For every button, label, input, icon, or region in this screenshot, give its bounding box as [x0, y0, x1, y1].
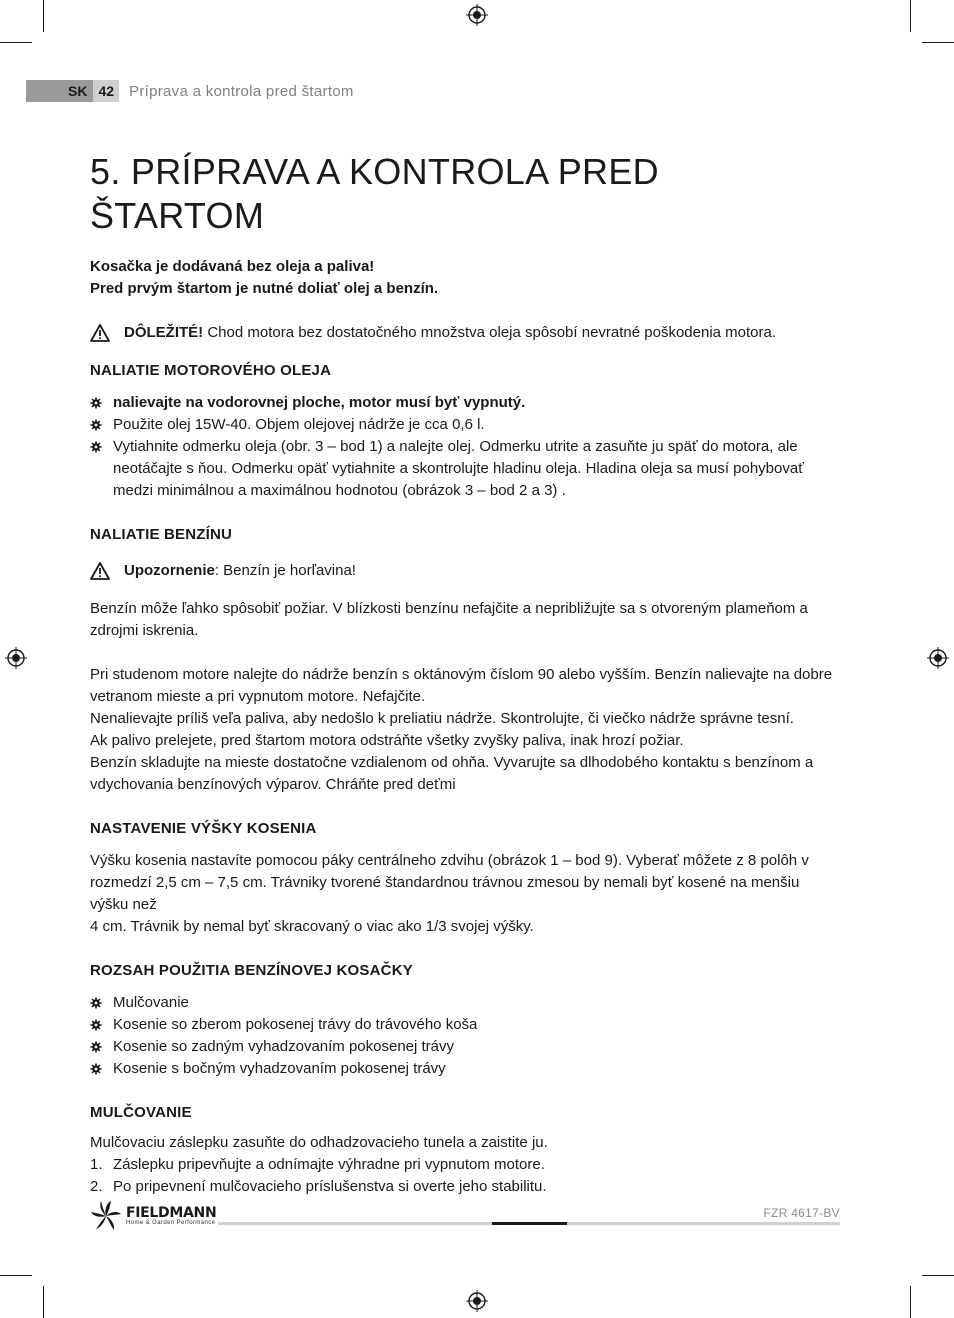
model-number: FZR 4617-BV	[763, 1206, 840, 1220]
gear-bullet-icon	[90, 1041, 102, 1053]
paragraph: Benzín môže ľahko spôsobiť požiar. V blízkosti benzínu nefajčite a nepribližujte sa s otvoreným plameňom a zdrojmi iskrenia.	[90, 600, 808, 639]
registration-mark-icon	[466, 4, 488, 26]
page-content	[90, 150, 835, 1198]
crop-mark	[43, 1286, 44, 1318]
warning-label: Upozornenie	[124, 562, 215, 579]
footer-rule	[567, 1222, 840, 1225]
section-heading-mulching: MULČOVANIE	[90, 1104, 192, 1121]
gear-bullet-icon	[90, 997, 102, 1009]
registration-mark-icon	[927, 647, 949, 669]
running-section-title: Príprava a kontrola pred štartom	[129, 82, 354, 100]
intro-line: Kosačka je dodávaná bez oleja a paliva!	[90, 258, 375, 275]
footer-rule	[218, 1222, 492, 1225]
gear-bullet-icon	[90, 1019, 102, 1031]
section-heading-height: NASTAVENIE VÝŠKY KOSENIA	[90, 820, 317, 837]
crop-mark	[910, 0, 911, 32]
section-heading-fuel: NALIATIE BENZÍNU	[90, 526, 233, 543]
important-note	[90, 322, 835, 344]
crop-mark	[0, 42, 32, 43]
paragraph: 4 cm. Trávnik by nemal byť skracovaný o viac ako 1/3 svojej výšky.	[90, 918, 534, 935]
footer-rule	[492, 1222, 567, 1225]
paragraph: Pri studenom motore nalejte do nádrže benzín s oktánovým číslom 90 alebo vyšším. Benzín nalievajte na dobre vetranom mieste a pri vypnutom motore. Nefajčite.	[90, 666, 833, 705]
gear-bullet-icon	[90, 397, 102, 409]
warning-triangle-icon	[90, 560, 116, 582]
registration-mark-icon	[5, 647, 27, 669]
list-item: Kosenie so zberom pokosenej trávy do trávového koša	[90, 1014, 835, 1036]
crop-mark	[910, 1286, 911, 1318]
list-item: nalievajte na vodorovnej ploche, motor musí byť vypnutý.	[90, 392, 835, 414]
important-text: Chod motora bez dostatočného množstva oleja spôsobí nevratné poškodenia motora.	[203, 324, 777, 341]
warning-text: : Benzín je horľavina!	[214, 562, 356, 579]
list-item: Vytiahnite odmerku oleja (obr. 3 – bod 1) a nalejte olej. Odmerku utrite a zasuňte ju späť do motora, ale neotáčajte s ňou. Odmerku opäť vytiahnite a skontrolujte hladinu oleja. Hladina oleja sa musí pohybovať medzi minimálnou a maximálnou hodnotou (obrázok 3 – bod 2 a 3) .	[90, 436, 835, 502]
language-code: SK	[62, 80, 93, 102]
paragraph: Ak palivo prelejete, pred štartom motora odstráňte všetky zvyšky paliva, inak hrozí požiar.	[90, 732, 684, 749]
page-header	[26, 80, 354, 102]
crop-mark	[922, 1275, 954, 1276]
fieldmann-logo	[90, 1200, 216, 1232]
list-item: Kosenie s bočným vyhadzovaním pokosenej trávy	[90, 1058, 835, 1080]
gear-bullet-icon	[90, 419, 102, 431]
important-label: DÔLEŽITÉ!	[124, 324, 204, 341]
section-heading-usage: ROZSAH POUŽITIA BENZÍNOVEJ KOSAČKY	[90, 962, 413, 979]
header-tab	[26, 80, 62, 102]
crop-mark	[922, 42, 954, 43]
fieldmann-leaf-icon	[90, 1200, 122, 1232]
mulching-steps	[90, 1154, 835, 1198]
list-item: Kosenie so zadným vyhadzovaním pokosenej trávy	[90, 1036, 835, 1058]
brand-tagline: Home & Garden Performance	[126, 1219, 216, 1226]
list-item: 1. Záslepku pripevňujte a odnímajte výhradne pri vypnutom motore.	[90, 1156, 545, 1173]
list-item: Mulčovanie	[90, 992, 835, 1014]
intro-line: Pred prvým štartom je nutné doliať olej a benzín.	[90, 280, 439, 297]
paragraph: Nenalievajte príliš veľa paliva, aby nedošlo k preliatiu nádrže. Skontrolujte, či viečko nádrže správne tesní.	[90, 710, 794, 727]
paragraph: Výšku kosenia nastavíte pomocou páky centrálneho zdvihu (obrázok 1 – bod 9). Vyberať môžete z 8 polôh v rozmedzí 2,5 cm – 7,5 cm. Trávniky tvorené štandardnou trávnou zmesou by nemali byť kosené na menšiu výšku než	[90, 852, 809, 913]
paragraph: Benzín skladujte na mieste dostatočne vzdialenom od ohňa. Vyvarujte sa dlhodobého kontaktu s benzínom a vdychovania benzínových výparov. Chráňte pred deťmi	[90, 754, 814, 793]
oil-list	[90, 392, 835, 502]
crop-mark	[0, 1275, 32, 1276]
page-number: 42	[93, 80, 119, 102]
fuel-warning	[90, 560, 835, 582]
list-item: Použite olej 15W-40. Objem olejovej nádrže je cca 0,6 l.	[90, 414, 835, 436]
paragraph: Mulčovaciu záslepku zasuňte do odhadzovacieho tunela a zaistite ju.	[90, 1134, 548, 1151]
brand-name: FIELDMANN	[126, 1204, 217, 1221]
section-heading-oil: NALIATIE MOTOROVÉHO OLEJA	[90, 362, 332, 379]
warning-triangle-icon	[90, 322, 116, 344]
crop-mark	[43, 0, 44, 32]
list-item: 2. Po pripevnení mulčovacieho príslušenstva si overte jeho stabilitu.	[90, 1178, 547, 1195]
gear-bullet-icon	[90, 1063, 102, 1075]
gear-bullet-icon	[90, 441, 102, 453]
page-title: 5. PRÍPRAVA A KONTROLA PRED ŠTARTOM	[90, 151, 659, 236]
registration-mark-icon	[466, 1290, 488, 1312]
usage-list	[90, 992, 835, 1080]
